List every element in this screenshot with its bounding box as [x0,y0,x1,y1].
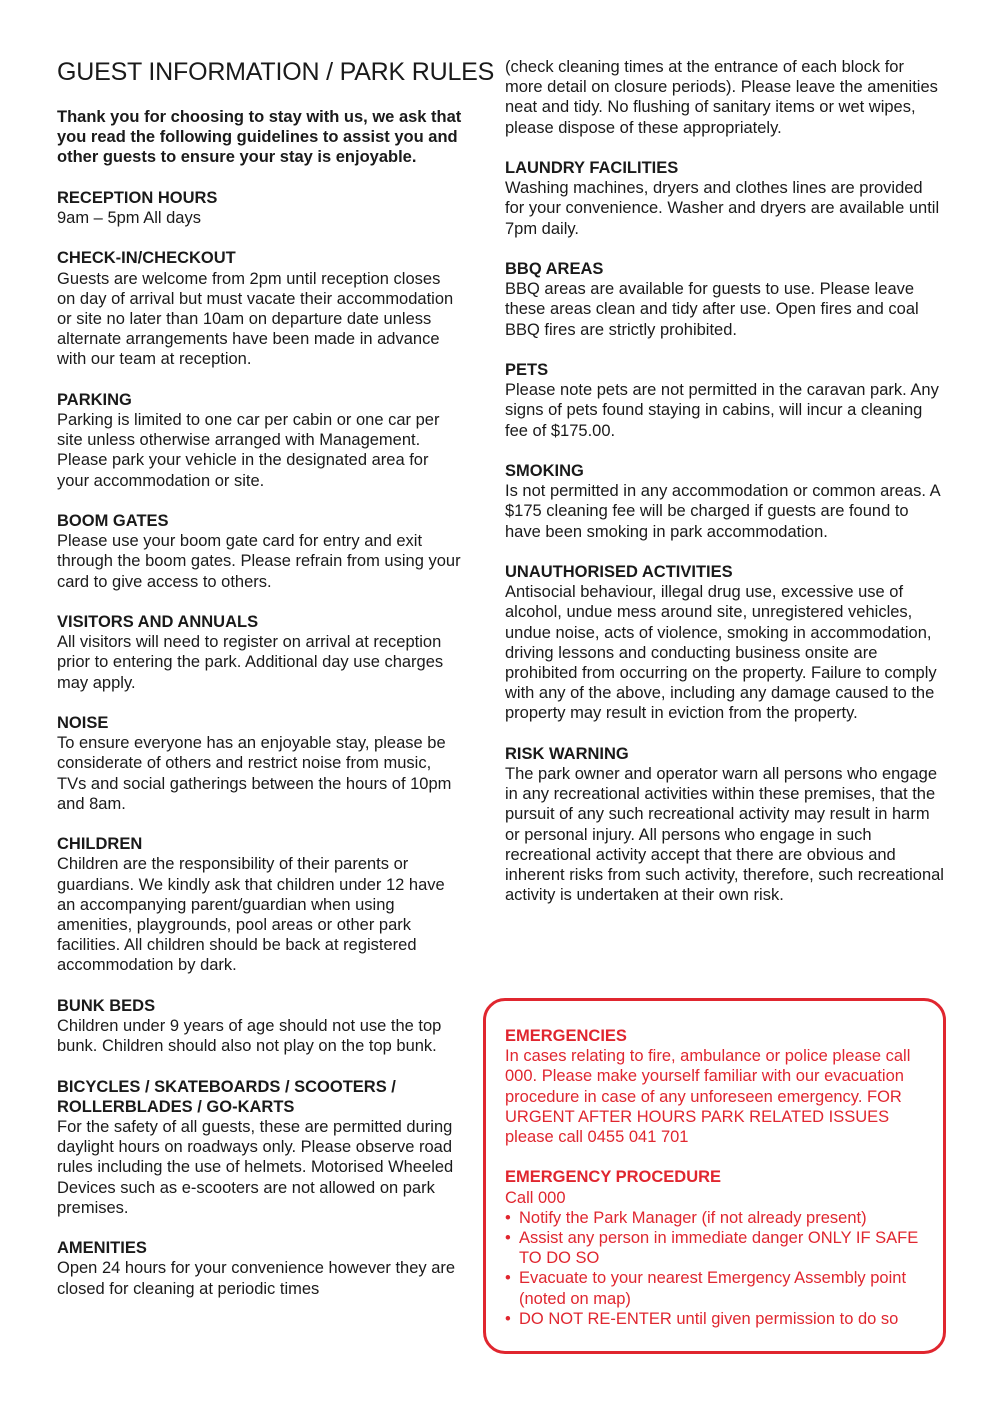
emergency-heading: EMERGENCIES [505,1027,627,1045]
intro-text: Thank you for choosing to stay with us, we ask that you read the following guidelines to assist you and other guests to ensure your stay is enjoyable. [57,108,462,167]
section-heading: PARKING [57,390,132,409]
section-smoking [505,461,945,542]
section-boom-gates [57,511,462,592]
section-heading: UNAUTHORISED ACTIVITIES [505,563,733,581]
section-heading: BICYCLES / SKATEBOARDS / SCOOTERS / ROLLERBLADES / GO-KARTS [57,1077,396,1116]
section-emergencies [505,1026,935,1147]
procedure-step: • Notify the Park Manager (if not already present) [505,1208,867,1227]
section-check-in-checkout [57,248,462,369]
section-heading: BOOM GATES [57,512,169,530]
section-text: Children are the responsibility of their parents or guardians. We kindly ask that children under 12 have an accompanying parent/guardian when using amenities, playgrounds, pool areas or other park facilities. All children should be back at registered accommodation by dark. [57,855,445,975]
section-visitors-and-annuals [57,612,462,693]
section-text: 9am – 5pm All days [57,209,201,227]
section-heading: CHECK-IN/CHECKOUT [57,249,236,268]
section-bunk-beds [57,996,462,1057]
section-reception-hours [57,188,462,228]
procedure-step: • DO NOT RE-ENTER until given permission to do so [505,1309,899,1328]
section-text: Antisocial behaviour, illegal drug use, excessive use of alcohol, undue mess around site, unregistered vehicles, undue noise, acts of violence, smoking in accommodation, driving lessons and conducting business onsite are prohibited from occurring on the property. Failure to comply with any of the above, including any damage caused to the property may result in eviction from the property. [505,583,937,723]
section-noise [57,713,462,814]
section-heading: BBQ AREAS [505,260,604,278]
procedure-step: • Evacuate to your nearest Emergency Assembly point (noted on map) [505,1269,907,1308]
section-heading: RISK WARNING [505,744,629,763]
section-laundry-facilities [505,158,945,239]
section-heading: BUNK BEDS [57,996,156,1015]
procedure-steps [505,1208,935,1329]
emergency-text: In cases relating to fire, ambulance or police please call 000. Please make yourself familiar with our evacuation procedure in case of any unforeseen emergency. FOR URGENT AFTER HOURS PARK RELATED ISSUES please call 0455 041 701 [505,1047,911,1147]
section-text: Open 24 hours for your convenience however they are closed for cleaning at periodic times [57,1259,456,1298]
section-amenities [57,1238,462,1299]
section-bbq-areas [505,259,945,340]
amenities-continued-text: (check cleaning times at the entrance of each block for more detail on closure periods). Please leave the amenities neat and tidy. No flushing of sanitary items or wet wipes, please dispose of these appropriately. [505,58,938,137]
section-heading: LAUNDRY FACILITIES [505,159,679,177]
page-title: GUEST INFORMATION / PARK RULES [57,58,495,86]
section-emergency-procedure [505,1167,935,1329]
emergency-content [505,1026,935,1329]
section-text: Children under 9 years of age should not use the top bunk. Children should also not play on the top bunk. [57,1017,442,1056]
bullet-icon: • [505,1269,511,1288]
section-heading: SMOKING [505,462,584,480]
section-text: Guests are welcome from 2pm until reception closes on day of arrival but must vacate their accommodation or site no later than 10am on departure date unless alternate arrangements have been made in advance with our team at reception. [57,269,454,369]
section-text: The park owner and operator warn all persons who engage in any recreational activities within these premises, that the pursuit of any such recreational activity may result in harm or personal injury. All persons who engage in such recreational activity accept that there are obvious and inherent risks from such activity, therefore, such recreational activity is undertaken at their own risk. [505,765,944,905]
section-text: Please note pets are not permitted in the caravan park. Any signs of pets found staying in cabins, will incur a cleaning fee of $175.00. [505,381,939,440]
section-heading: CHILDREN [57,835,143,854]
section-children [57,834,462,975]
left-column [57,57,495,1319]
procedure-intro: Call 000 [505,1188,566,1207]
section-text: Is not permitted in any accommodation or common areas. A $175 cleaning fee will be charged if guests are found to have been smoking in park accommodation. [505,482,940,541]
section-parking [57,390,462,491]
bullet-icon: • [505,1229,511,1248]
section-text: All visitors will need to register on arrival at reception prior to entering the park. Additional day use charges may apply. [57,633,444,692]
section-heading: NOISE [57,714,109,732]
section-heading: RECEPTION HOURS [57,188,218,207]
section-text: BBQ areas are available for guests to use. Please leave these areas clean and tidy after use. Open fires and coal BBQ fires are strictly prohibited. [505,280,919,339]
section-bicycles-skateboards [57,1077,462,1218]
procedure-step: • Assist any person in immediate danger ONLY IF SAFE TO DO SO [505,1229,919,1268]
section-risk-warning [505,744,945,906]
bullet-icon: • [505,1208,511,1227]
section-text: To ensure everyone has an enjoyable stay, please be considerate of others and restrict noise from music, TVs and social gatherings between the hours of 10pm and 8am. [57,734,452,813]
section-text: Washing machines, dryers and clothes lines are provided for your convenience. Washer and dryers are available until 7pm daily. [505,179,940,238]
section-text: For the safety of all guests, these are permitted during daylight hours on roadways only. Please observe road rules including the use of helmets. Motorised Wheeled Devices such as e-scooters are not allowed on park premises. [57,1118,454,1217]
bullet-icon: • [505,1309,511,1328]
section-pets [505,360,945,441]
right-column [505,57,945,926]
section-heading: AMENITIES [57,1239,147,1258]
section-heading: VISITORS AND ANNUALS [57,613,259,631]
procedure-heading: EMERGENCY PROCEDURE [505,1168,722,1187]
section-heading: PETS [505,361,549,379]
section-text: Please use your boom gate card for entry and exit through the boom gates. Please refrain from using your card to give access to others. [57,532,461,591]
section-text: Parking is limited to one car per cabin or one car per site unless otherwise arranged with Management. Please park your vehicle in the designated area for your accommodation or site. [57,411,440,490]
section-unauthorised-activities [505,562,945,724]
